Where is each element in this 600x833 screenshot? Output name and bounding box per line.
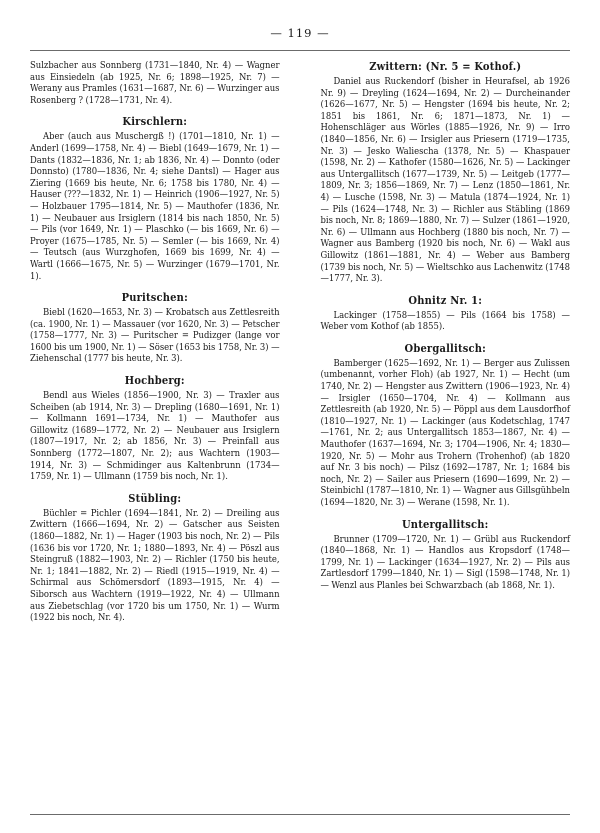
paragraph-hochberg: Bendl aus Wieles (1856—1900, Nr. 3) — Traxler aus Scheiben (ab 1914, Nr. 3) — Drepling (1680—1691, Nr. 1) — Kollmann 1691—1734, Nr. 1) — Mauthofer aus Gillowitz (1689—1772, Nr. 2) — Neubauer aus Irsiglern (1807—1917, Nr. 2; ab 1856, Nr. 3) — Preinfall aus Sonnberg (1772—1807, Nr. 2); aus Wachtern (1903—1914, Nr. 3) — Schmidinger aus Kaltenbrunn (1734—1759, Nr. 1) — Ullmann (1759 bis noch, Nr. 1). — [30, 390, 280, 483]
right-column — [320, 60, 570, 594]
paragraph-sulzbacher: Sulzbacher aus Sonnberg (1731—1840, Nr. 4) — Wagner aus Einsiedeln (ab 1925, Nr. 6; 1898—1925, Nr. 7) — Werany aus Pramles (1631—1687, Nr. 6) — Wurzinger aus Rosenberg ? (1728—1731, Nr. 4). — [30, 60, 280, 106]
paragraph-untergallitsch: Brunner (1709—1720, Nr. 1) — Grübl aus Ruckendorf (1840—1868, Nr. 1) — Handlos aus Kropsdorf (1748—1799, Nr. 1) — Lackinger (1634—1927, Nr. 2) — Pils aus Zartlesdorf 1799—1840, Nr. 1) — Sigl (1598—1748, Nr. 1) — Wenzl aus Planles bei Schwarzbach (ab 1868, Nr. 1). — [320, 533, 570, 591]
section-heading-ohnitz: Ohnitz Nr. 1: — [408, 293, 483, 307]
section-heading-kirschlern: Kirschlern: — [122, 115, 188, 129]
page-number: — 119 — — [270, 26, 330, 40]
paragraph-obergallitsch: Bamberger (1625—1692, Nr. 1) — Berger aus Zulissen (umbenannt, vorher Floh) (ab 1927, Nr. 1) — Hecht (um 1740, Nr. 2) — Hengster aus Zwittern (1906—1923, Nr. 4) — Irsigler (1650—1704, Nr. 4) — Kollmann aus Zettlesreith (ab 1920, Nr. 5) — Pöppl aus dem Lausdorfhof (1810—1927, Nr. 1) — Lackinger (aus Kodetschlag, 1747—1761, Nr. 2; aus Untergallitsch 1853—1867, Nr. 4) — Mauthofer (1637—1694, Nr. 3; 1704—1906, Nr. 4; 1830—1920, Nr. 5) — Mohr aus Trohern (Trohenhof) (ab 1820 auf Nr. 3 bis noch) — Pilsz (1692—1787, Nr. 1; 1684 bis noch, Nr. 2) — Sailer aus Priesern (1690—1699, Nr. 2) — Steinbichl (1787—1810, Nr. 1) — Wagner aus Gillsgühbeln (1694—1820, Nr. 3) — Werane (1598, Nr. 1). — [320, 357, 570, 508]
section-heading-zwittern: Zwittern: (Nr. 5 = Kothof.) — [369, 60, 522, 73]
paragraph-stuebling: Büchler = Pichler (1694—1841, Nr. 2) — Dreiling aus Zwittern (1666—1694, Nr. 2) — Gatscher aus Seisten (1860—1882, Nr. 1) — Hager (1903 bis noch, Nr. 2) — Pils (1636 bis vor 1720, Nr. 1; 1880—1893, Nr. 4) — Pöszl aus Steingruß (1882—1903, Nr. 2) — Richler (1750 bis heute, Nr. 1; 1841—1882, Nr. 2) — Riedl (1915—1919, Nr. 4) — Schirmal aus Schömersdorf (1893—1915, Nr. 4) — Siborsch aus Wachtern (1919—1922, Nr. 4) — Ullmann aus Ziebetschlag (vor 1720 bis um 1750, Nr. 1) — Wurm (1922 bis noch, Nr. 4). — [30, 507, 280, 624]
section-heading-puritschen: Puritschen: — [121, 291, 188, 305]
paragraph-ohnitz: Lackinger (1758—1855) — Pils (1664 bis 1758) — Weber vom Kothof (ab 1855). — [320, 309, 570, 333]
paragraph-zwittern: Daniel aus Ruckendorf (bisher in Heurafsel, ab 1926 Nr. 9) — Dreyling (1624—1694, Nr. 2) — Durcheinander (1626—1677, Nr. 5) — Hengster (1694 bis heute, Nr. 2; 1851 bis 1861, Nr. 6; 1871—1873, Nr. 1) — Hohenschläger aus Wörles (1885—1926, Nr. 9) — Irro (1840—1856, Nr. 6) — Irsigler aus Priesern (1719—1735, Nr. 3) — Jesko Waliescha (1378, Nr. 5) — Khaspauer (1598, Nr. 2) — Kathofer (1580—1626, Nr. 5) — Lackinger aus Untergallitsch (1677—1739, Nr. 5) — Leitgeb (1777—1809, Nr. 3; 1856—1869, Nr. 7) — Lenz (1850—1861, Nr. 4) — Lusche (1598, Nr. 3) — Matula (1874—1924, Nr. 1) — Pils (1624—1748, Nr. 3) — Richler aus Stäbling (1869 bis noch, Nr. 8; 1869—1880, Nr. 7) — Sulzer (1861—1920, Nr. 6) — Ullmann aus Hochberg (1880 bis noch, Nr. 7) — Wagner aus Bamberg (1920 bis noch, Nr. 6) — Wakl aus Gillowitz (1861—1881, Nr. 4) — Weber aus Bamberg (1739 bis noch, Nr. 5) — Wieltschko aus Lachenwitz (1748—1777, Nr. 3). — [320, 76, 570, 285]
column-separator — [300, 60, 301, 626]
paragraph-kirschlern: Aber (auch aus Muschergß !) (1701—1810, Nr. 1) — Anderl (1699—1758, Nr. 4) — Biebl (1649—1679, Nr. 1) — Dants (1832—1836, Nr. 1; ab 1836, Nr. 4) — Donnto (oder Donnsto) (1780—1836, Nr. 4; siehe Dantsl) — Hager aus Ziering (1669 bis heute, Nr. 6; 1758 bis 1780, Nr. 4) — Hauser (???—1832, Nr. 1) — Heinrich (1906—1927, Nr. 5) — Holzbauer 1795—1814, Nr. 5) — Mauthofer (1836, Nr. 1) — Neubauer aus Irsiglern (1814 bis nach 1850, Nr. 5) — Pils (vor 1649, Nr. 1) — Plaschko (— bis 1669, Nr. 6) — Proyer (1675—1785, Nr. 5) — Semler (— bis 1669, Nr. 4) — Teutsch (aus Wurzghofen, 1669 bis 1699, Nr. 4) — Wartl (1666—1675, Nr. 5) — Wurzinger (1679—1701, Nr. 1). — [30, 131, 280, 282]
two-column-body — [30, 60, 570, 626]
footer-rule — [30, 814, 570, 815]
header-rule — [30, 50, 570, 51]
paragraph-puritschen: Biebl (1620—1653, Nr. 3) — Krobatsch aus Zettlesreith (ca. 1900, Nr. 1) — Massauer (vor 1620, Nr. 3) — Petscher (1758—1777, Nr. 3) — Puritscher = Pudizger (lange vor 1600 bis um 1900, Nr. 1) — Söser (1653 bis 1758, Nr. 3) — Ziehenschal (1777 bis heute, Nr. 3). — [30, 307, 280, 365]
section-heading-stuebling: Stübling: — [128, 491, 182, 505]
section-heading-obergallitsch: Obergallitsch: — [404, 341, 486, 355]
section-heading-untergallitsch: Untergallitsch: — [401, 517, 489, 531]
left-column — [30, 60, 280, 626]
section-heading-hochberg: Hochberg: — [124, 374, 185, 388]
